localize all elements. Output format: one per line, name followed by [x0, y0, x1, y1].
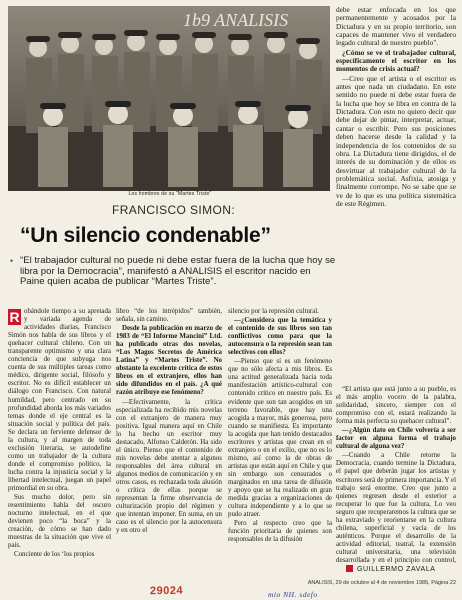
interview-question: Desde la publicación en marzo de 1983 de “El Informe Mancini” Ltd. ha publicado otras dos novelas, “Los Magos Secretos de América Latina” y “Martes Triste”. No obstante la excelente crítica de estos libros en el extranjero, ellos han sido difundidos en el país. ¿A qué razón atribuye ese fenómeno? [116, 325, 222, 397]
right-top-paragraph: —Creo que el artista o el escritor es antes que nada un ciudadano. En este sentido no puede ni debe estar fuera de la lucha que hoy se libra en contra de la Dictadura. Con esto no quiero decir que debe dejar de pintar, interpretar, actuar, cantar o escribir. Pero sus posiciones deben hacerse desde la calidad y la independencia de los contenidos de su obra. La Dictadura tiene dirigidos, el de interés de su dominación y de ellos es desvirtuar al trabajador cultural de la problemática social. Asfixia, atosiga y finalmente corrompe. No se sabe que se ve de lo que es una política sistemática de este Régimen. [336, 73, 456, 208]
body-paragraph: —Cuando a Chile retorne la Democracia, cuando termine la Dictadura, el papel que deberán jugar los artistas y escritores será de primera importancia. Y el trabajo será enorme. Creo que junto a quienes regresen desde el exterior a recuperar lo que fue la cultura, Lo veo seguro que recuperaremos la cultura que se ha extraviado y reorientarse en la cultura chilena, superficial y vacía de los auténticos. Porque el desarrollo de la actividad editorial, teatral, la extensión cultural universitaria, una televisión desarrollada y en el principio con control, [336, 452, 456, 564]
body-column-3 [228, 308, 332, 570]
drop-cap: R [9, 309, 20, 325]
body-paragraph: —Efectivamente, la crítica especializada ha recibido mis novelas con el extranjero de manera muy positiva. Igual manera aquí en Chile lo ha hecho un escritor muy destacado, Alfonso Calderón. Ha sido el único. Pienso que el contenido de mis novelas debe atentar a algunos responsables del área cultural en algunos medios de comunicación y en otros casos, es rechazada toda alusión o crítica de ellas porque se representan la firme observancia de culturización propio del régimen y que intentan imponer. En suma, en un caso es el silencio por la autocensura y en otro el [116, 398, 222, 535]
body-paragraph: —Pienso que sí es un fenómeno que no sólo afecta a mis libros. Es una actitud generalizada hacia toda manifestación artístico-cultural con contenido crítico en nuestro país. Es evidente que son tan acogidos en un terreno favorable, que hay una acogida a mayor, más generosa, pero cuando se manifiesta. Es importante la acogida que han tenido destacados escritores y artistas que crean en el extranjero o en el exilio, que no es lo mismo, así como la de obras de artistas que están aquí en Chile y que sin embargo son censurados o marginados en una tarea de difusión y apoyo que se ha realizado en gran medida gracias a organizaciones de cultura independiente y a lo que se pudo atraer. [228, 358, 332, 519]
author-name: GUILLERMO ZAVALA [357, 566, 436, 573]
body-column-2 [116, 308, 222, 570]
interviewee-name: FRANCISCO SIMON: [112, 203, 236, 217]
body-paragraph: Conciente de los ‘los propios [14, 551, 95, 559]
lead-paragraph-text: obándole tiempo a su apretada y variada agenda de actividades diarias, Francisco Simón nos habla de sus libros y el quehacer cultural chileno. Con un transparente optimismo y una clara conciencia de que subyuga nos cuenta de sus múltiples tareas como médico, dirigente social, filósofo y escritor. No es difícil establecer un diálogo con Francisco. Con natural humildad, pero centrado en su profundidad aborda los más variados temas donde el eje central es la situación social y política del país. Se declara un ferviente defensor de la cultura, y al margen de toda exclusión literaria, se autodefine como un trabajador de la cultura donde el compromiso político, la lucha contra la injusticia social y la libertad intelectual, juegan un papel primordial en su obra. [8, 308, 111, 493]
body-paragraph: libro “de los intrépidos” también, señala, sin camino. [116, 308, 222, 324]
photo-overlay-text: 1b9 ANALISIS [183, 10, 289, 30]
article-deck: “El trabajador cultural no puede ni debe estar fuera de la lucha que hoy se libra por la Democracia”, manifestó a ANALISIS el escritor nacido en Paine quien acaba de publicar “Martes Triste”. [20, 255, 336, 288]
svg-text:1b9 ANALISIS [183, 10, 288, 30]
group-photo [8, 6, 330, 191]
right-column-top [336, 6, 456, 386]
handwritten-note: mio NH. sdefo [268, 590, 318, 599]
author-signature [346, 565, 436, 573]
lead-paragraph [8, 308, 111, 493]
body-paragraph: Pero al respecto creo que la función prioritaria de quienes son responsables de la difusión [228, 520, 332, 544]
page-footer: ANALISIS, 29 de octubre al 4 de noviembre 1985, Página 22 [307, 580, 456, 586]
handwritten-number: 29024 [149, 584, 184, 598]
interview-question: —¿Considera que la temática y el contenido de sus libros son tan conflictivos como para que la autocensura o la represión sean tan selectivos con ellos? [228, 317, 332, 357]
interview-question: —¿Algún dato en Chile volvería a ser factor en alguna forma el trabajo cultural de alguna vez? [336, 427, 456, 451]
photo-caption: Los hombres de su "Martes Triste" [128, 191, 212, 197]
body-paragraph: “El artista que está junto a su pueblo, es el más amplio vocero de la palabra, solidaridad, sincero, siempre con el compromiso con el, estará realizando la forma más perfecta su quehacer cultural”. [336, 386, 456, 426]
body-paragraph: silencio por la represión cultural. [228, 308, 319, 315]
bullet-mark: • [10, 256, 14, 266]
right-top-question: ¿Cómo se ve el trabajador cultural, específicamente el escritor en los momentos de crisis actual? [336, 47, 456, 74]
right-top-paragraph: debe estar enfocada en los que permanentemente y acosados por la Dictadura y en su propio territorio, son capaces de mantener vivo el verdadero legado cultural de nuestro pueblo". [336, 6, 456, 48]
body-column-1 [8, 308, 111, 570]
body-column-4 [336, 386, 456, 564]
signature-mark-icon [346, 565, 353, 572]
article-headline: “Un silencio condenable” [20, 224, 271, 247]
group-photo-image [8, 6, 330, 191]
body-paragraph: Sus mucho dolor, pero sin resentimiento habla del oscuro nocturno intelectual, en el que devienen poco “la boca” y la creación, de cómo se han dado muestras de la situación que vive el país. [8, 494, 111, 550]
